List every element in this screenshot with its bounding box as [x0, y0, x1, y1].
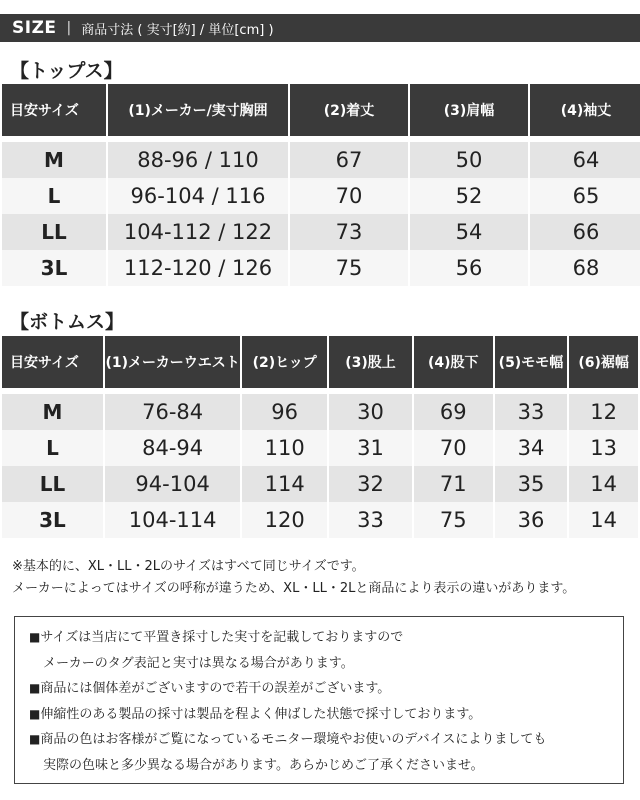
tops-col-length: (2)着丈 [290, 84, 408, 142]
bottoms-col-hem: (6)裾幅 [569, 336, 638, 394]
table-cell: 35 [495, 466, 568, 502]
tops-col-shoulder: (3)肩幅 [410, 84, 528, 142]
table-cell: 67 [290, 142, 408, 178]
tops-header-row [2, 84, 640, 142]
table-row [2, 466, 638, 502]
bottoms-col-hip: (2)ヒップ [242, 336, 327, 394]
disclaimer-item [29, 727, 609, 753]
size-cell: L [2, 178, 106, 214]
table-row [2, 178, 640, 214]
table-cell: 73 [290, 214, 408, 250]
table-cell: 75 [414, 502, 493, 538]
table-row [2, 394, 638, 430]
disclaimer-box [14, 616, 624, 784]
size-cell: M [2, 142, 106, 178]
note-line: メーカーによってはサイズの呼称が違うため、XL・LL・2Lと商品により表示の違いがあります。 [12, 581, 576, 596]
table-cell: 12 [569, 394, 638, 430]
table-cell: 120 [242, 502, 327, 538]
table-cell: 84-94 [105, 430, 240, 466]
table-cell: 14 [569, 502, 638, 538]
square-bullet-icon: ■ [29, 706, 41, 721]
table-cell: 50 [410, 142, 528, 178]
table-cell: 88-96 / 110 [108, 142, 288, 178]
note-line: ※基本的に、XL・LL・2Lのサイズはすべて同じサイズです。 [12, 559, 365, 574]
table-cell: 54 [410, 214, 528, 250]
table-cell: 70 [414, 430, 493, 466]
table-cell: 110 [242, 430, 327, 466]
table-cell: 36 [495, 502, 568, 538]
table-cell: 94-104 [105, 466, 240, 502]
table-row [2, 142, 640, 178]
size-cell: L [2, 430, 103, 466]
bottoms-col-thigh: (5)モモ幅 [495, 336, 568, 394]
tops-col-chest: (1)メーカー/実寸胸囲 [108, 84, 288, 142]
table-cell: 96-104 / 116 [108, 178, 288, 214]
table-cell: 70 [290, 178, 408, 214]
bottoms-title: 【ボトムス】 [10, 311, 125, 333]
table-cell: 66 [530, 214, 640, 250]
table-cell: 30 [329, 394, 412, 430]
table-cell: 68 [530, 250, 640, 286]
size-cell: LL [2, 466, 103, 502]
table-cell: 112-120 / 126 [108, 250, 288, 286]
table-cell: 65 [530, 178, 640, 214]
table-row [2, 250, 640, 286]
table-cell: 71 [414, 466, 493, 502]
tops-col-size: 目安サイズ [2, 84, 106, 142]
size-cell: LL [2, 214, 106, 250]
table-cell: 76-84 [105, 394, 240, 430]
table-cell: 64 [530, 142, 640, 178]
disclaimer-item [29, 625, 609, 651]
tops-title: 【トップス】 [10, 60, 123, 82]
table-cell: 104-114 [105, 502, 240, 538]
header-separator: | [66, 20, 72, 36]
table-cell: 32 [329, 466, 412, 502]
table-row [2, 430, 638, 466]
table-cell: 31 [329, 430, 412, 466]
disclaimer-text: 伸縮性のある製品の採寸は製品を程よく伸ばした状態で採寸しております。 [40, 706, 482, 722]
bottoms-col-inseam: (4)股下 [414, 336, 493, 394]
table-cell: 75 [290, 250, 408, 286]
square-bullet-icon: ■ [29, 732, 41, 746]
table-cell: 56 [410, 250, 528, 286]
table-row [2, 214, 640, 250]
disclaimer-continuation: 実際の色味と多少異なる場合があります。あらかじめご了承くださいませ。 [43, 757, 484, 773]
tops-col-sleeve: (4)袖丈 [530, 84, 640, 142]
table-cell: 96 [242, 394, 327, 430]
size-cell: 3L [2, 250, 106, 286]
table-cell: 69 [414, 394, 493, 430]
disclaimer-text: 商品の色はお客様がご覧になっているモニター環境やお使いのデバイスによりましても [40, 732, 547, 747]
bottoms-header-row [2, 336, 638, 394]
table-cell: 52 [410, 178, 528, 214]
table-cell: 33 [495, 394, 568, 430]
disclaimer-text: サイズは当店にて平置き採寸した実寸を記載しておりますので [40, 630, 404, 645]
table-cell: 14 [569, 466, 638, 502]
bottoms-size-table [0, 336, 640, 538]
size-header-bar [0, 14, 640, 42]
size-cell: M [2, 394, 103, 430]
disclaimer-item [29, 702, 609, 728]
disclaimer-item [29, 676, 609, 702]
tops-size-table [0, 84, 640, 286]
size-cell: 3L [2, 502, 103, 538]
bottoms-col-size: 目安サイズ [2, 336, 103, 394]
header-subtitle: 商品寸法 ( 実寸[約] / 単位[cm] ) [81, 22, 274, 38]
table-cell: 104-112 / 122 [108, 214, 288, 250]
bottoms-col-waist: (1)メーカーウエスト [105, 336, 240, 394]
table-cell: 34 [495, 430, 568, 466]
table-cell: 33 [329, 502, 412, 538]
square-bullet-icon: ■ [29, 630, 41, 644]
table-cell: 114 [242, 466, 327, 502]
size-label: SIZE [12, 18, 57, 38]
bottoms-col-rise: (3)股上 [329, 336, 412, 394]
table-cell: 13 [569, 430, 638, 466]
square-bullet-icon: ■ [29, 681, 41, 695]
disclaimer-text: 商品には個体差がございますので若干の誤差がございます。 [40, 681, 391, 696]
table-row [2, 502, 638, 538]
size-notes [12, 556, 575, 600]
disclaimer-continuation: メーカーのタグ表記と実寸は異なる場合があります。 [43, 655, 354, 671]
